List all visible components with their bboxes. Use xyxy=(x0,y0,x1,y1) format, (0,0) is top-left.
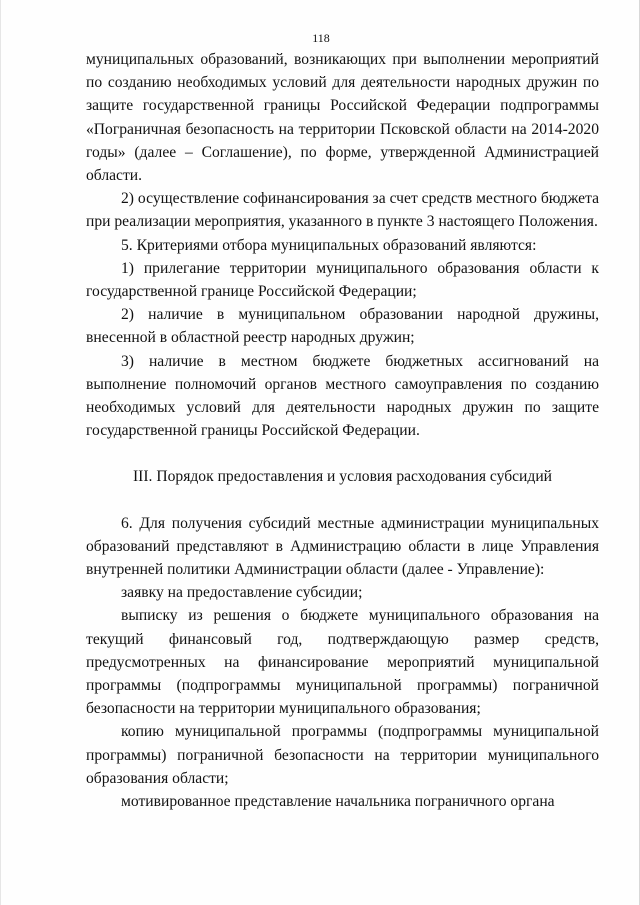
paragraph-item-6: 6. Для получения субсидий местные администрации муниципальных образований представляют в Администрацию области в лице Управления внутренней политики Администрации области (далее - Управление): xyxy=(86,514,599,579)
paragraph-continuation: муниципальных образований, возникающих при выполнении мероприятий по созданию необходимых условий для деятельности народных дружин по защите государственной границы Российской Федерации подпрограммы «Пограничная безопасность на территории Псковской области на 2014-2020 годы» (далее – Соглашение), по форме, утвержденной Администрацией области. xyxy=(86,51,599,185)
spacer xyxy=(86,489,599,512)
paragraph-criteria-intro: 5. Критериями отбора муниципальных образований являются: xyxy=(121,236,537,254)
paragraph-budget-extract: выписку из решения о бюджете муниципального образования на текущий финансовый год, подтверждающую размер средств, предусмотренных на финансирование мероприятий муниципальной программы (подпрограммы муниципальной программы) пограничной безопасности на территории муниципального образования; xyxy=(86,607,599,718)
paragraph-criterion-1: 1) прилегание территории муниципального образования области к государственной границе Российской Федерации; xyxy=(86,259,599,301)
paragraph-application: заявку на предоставление субсидии; xyxy=(121,584,363,602)
section-heading: III. Порядок предоставления и условия расходования субсидий xyxy=(132,468,553,486)
paragraph-cofinancing: 2) осуществление софинансирования за счет средств местного бюджета при реализации мероприятия, указанного в пункте 3 настоящего Положения. xyxy=(86,190,599,231)
spacer xyxy=(86,442,599,465)
document-body xyxy=(86,48,599,813)
paragraph-border-authority: мотивированное представление начальника пограничного органа xyxy=(121,793,555,811)
page-number: 118 xyxy=(312,31,330,45)
paragraph-program-copy: копию муниципальной программы (подпрограммы муниципальной программы) пограничной безопасности на территории муниципального образования области; xyxy=(86,723,599,787)
paragraph-criterion-2: 2) наличие в муниципальном образовании народной дружины, внесенной в областной реестр народных дружин; xyxy=(86,306,599,347)
paragraph-criterion-3: 3) наличие в местном бюджете бюджетных ассигнований на выполнение полномочий органов местного самоуправления по созданию необходимых условий для деятельности народных дружин по защите государственной границы Российской Федерации. xyxy=(86,352,599,440)
